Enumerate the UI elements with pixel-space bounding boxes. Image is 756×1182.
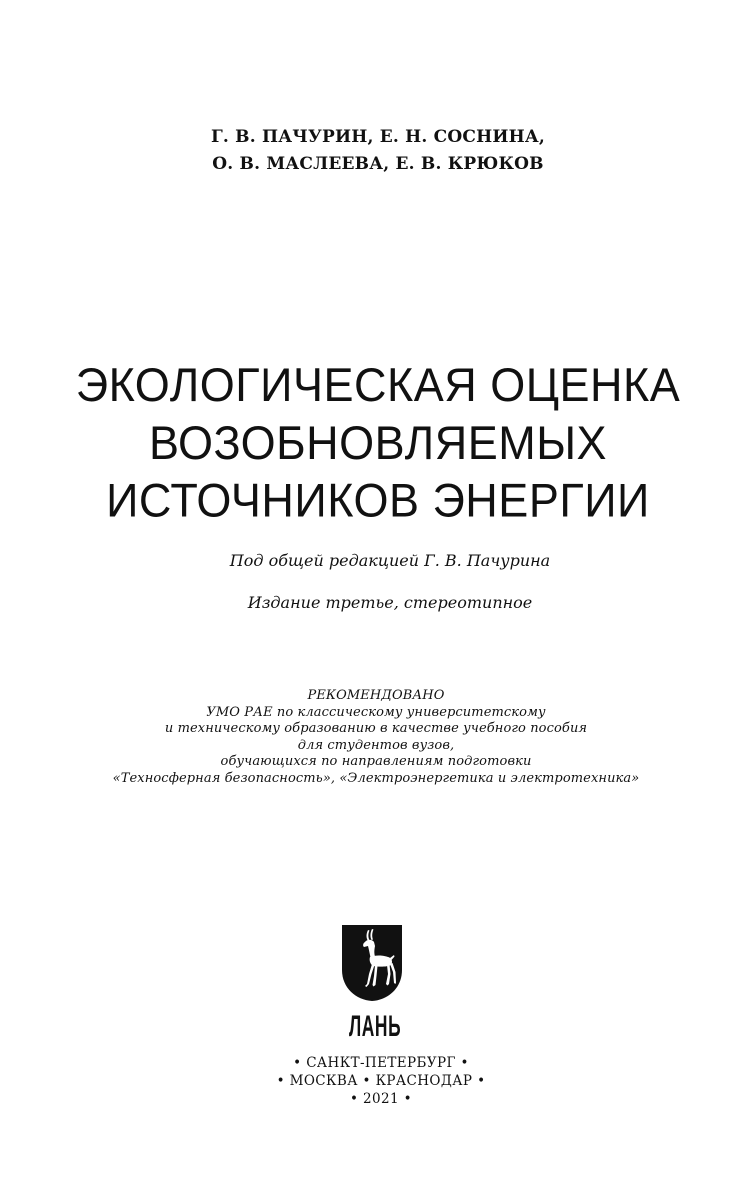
recommendation-heading: РЕКОМЕНДОВАНО <box>307 688 445 703</box>
authors-block <box>0 124 756 178</box>
book-title <box>0 356 756 529</box>
gazelle-shield-icon <box>341 924 403 1002</box>
authors-line-1: Г. В. ПАЧУРИН, Е. Н. СОСНИНА, <box>210 127 546 147</box>
recommendation-line-4: обучающихся по направлениям подготовки <box>220 754 532 769</box>
recommendation-line-3: для студентов вузов, <box>297 737 455 753</box>
recommendation-block <box>0 688 754 787</box>
editor-note: Под общей редакцией Г. В. Пачурина <box>229 551 551 570</box>
edition-note: Издание третье, стереотипное <box>247 593 533 612</box>
title-line-1: ЭКОЛОГИЧЕСКАЯ ОЦЕНКА <box>75 357 681 412</box>
imprint-block <box>3 1054 756 1108</box>
title-line-2: ВОЗОБНОВЛЯЕМЫХ <box>148 415 608 470</box>
imprint-year: • 2021 • <box>349 1091 413 1107</box>
imprint-line-2: • МОСКВА • КРАСНОДАР • <box>276 1073 486 1089</box>
authors-line-2: О. В. МАСЛЕЕВА, Е. В. КРЮКОВ <box>212 154 544 174</box>
publisher-name: ЛАНЬ <box>349 1010 402 1043</box>
recommendation-line-1: УМО РАЕ по классическому университетскому <box>206 704 546 720</box>
recommendation-line-5: «Техносферная безопасность», «Электроэнергетика и электротехника» <box>112 770 640 786</box>
title-line-3: ИСТОЧНИКОВ ЭНЕРГИИ <box>106 473 650 528</box>
imprint-line-1: • САНКТ-ПЕТЕРБУРГ • <box>293 1055 469 1071</box>
recommendation-line-2: и техническому образованию в качестве учебного пособия <box>164 721 588 736</box>
